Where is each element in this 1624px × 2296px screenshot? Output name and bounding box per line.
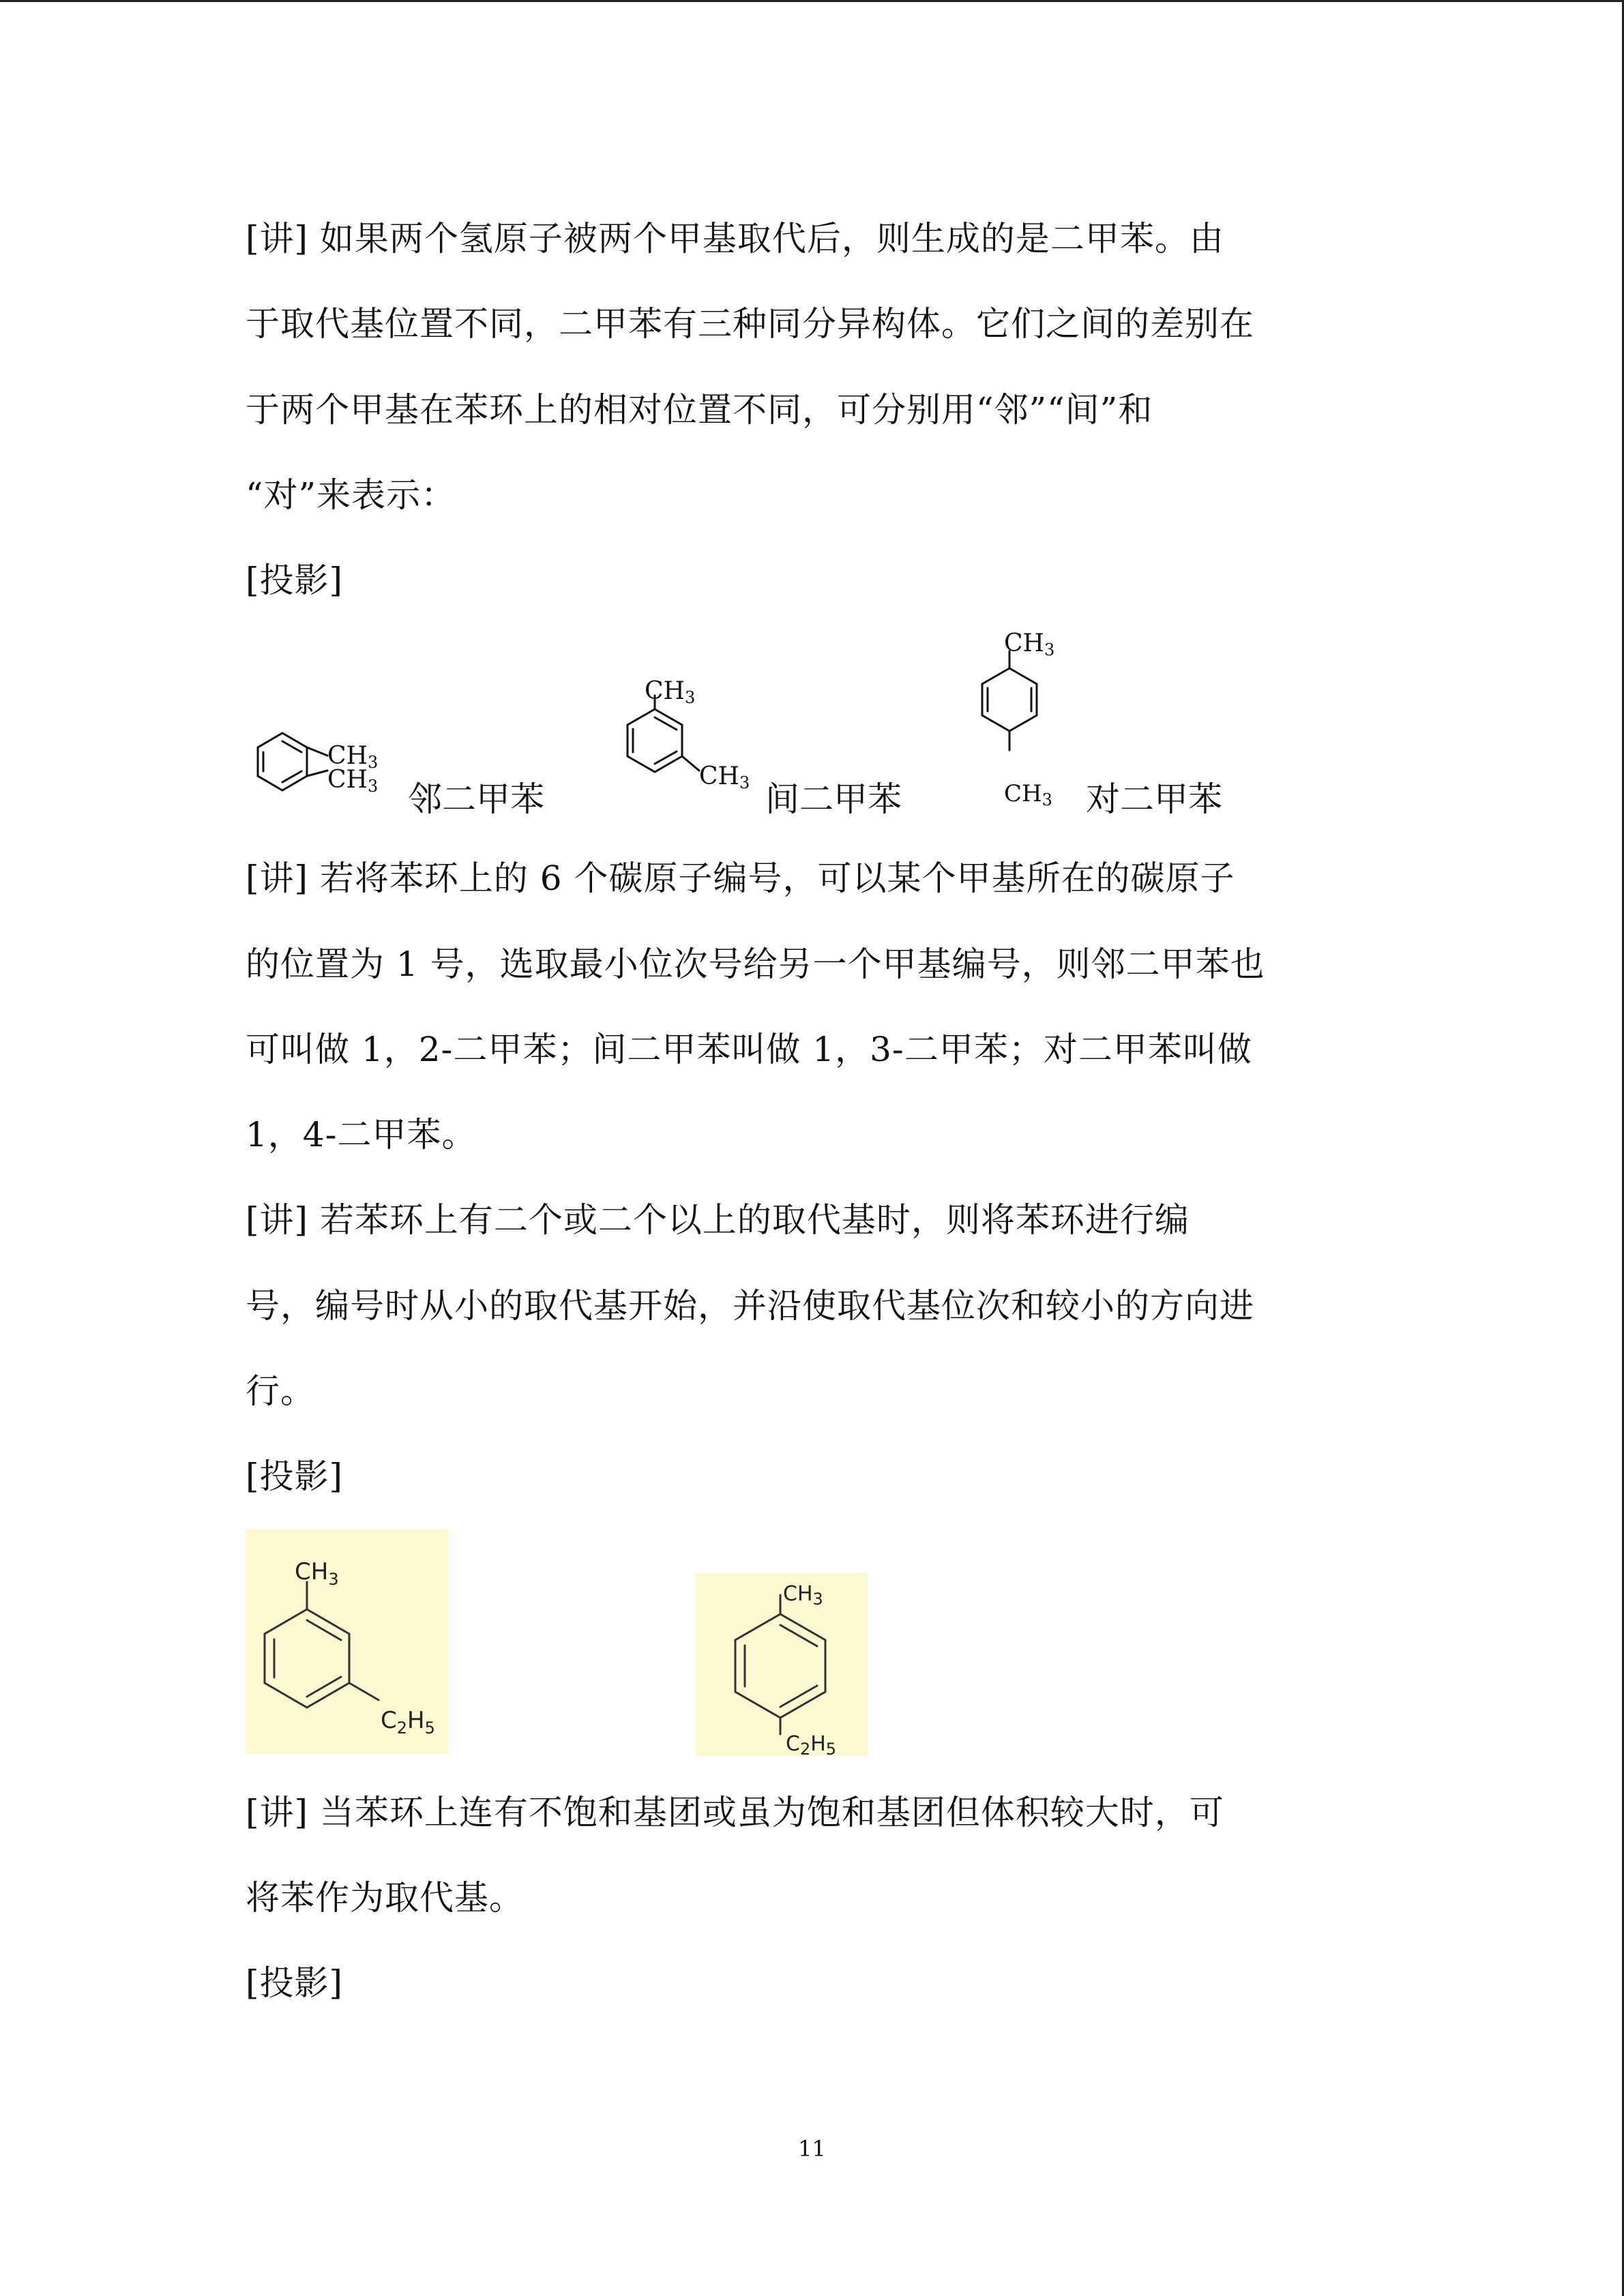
ethyl-toluene-para-structure — [696, 1573, 868, 1759]
meta-xylene-label: 间二甲苯 — [765, 779, 902, 819]
svg-text:C2H5: $C_2H_5$ — [786, 1732, 837, 1759]
ortho-xylene-label: 邻二甲苯 — [408, 779, 544, 819]
projection-label-3: [投影] — [246, 1963, 344, 2003]
para-xylene-structure — [969, 627, 1105, 809]
page-number: 11 — [798, 2136, 826, 2162]
ortho-ch3-b: CH — [327, 766, 368, 794]
meta-ch3-a: CH — [645, 677, 685, 705]
projection-label-1: [投影] — [246, 561, 344, 600]
svg-text:CH3: CH3 — [327, 742, 379, 772]
text-line-11: 行。 — [246, 1371, 315, 1411]
svg-text:CH3: $CH_3$ — [295, 1558, 339, 1589]
text-line-9: [讲] 若苯环上有二个或二个以上的取代基时，则将苯环进行编 — [246, 1200, 1190, 1240]
svg-text:CH3: CH3 — [645, 677, 696, 707]
svg-text:CH3: CH3 — [1004, 629, 1055, 659]
svg-text:CH3: CH3 — [1004, 780, 1052, 809]
text-line-1: [讲] 如果两个氢原子被两个甲基取代后，则生成的是二甲苯。由 — [246, 219, 1224, 258]
meta-ring-ch3: CH — [295, 1558, 329, 1585]
text-line-5: [讲] 若将苯环上的 6 个碳原子编号，可以某个甲基所在的碳原子 — [246, 859, 1235, 898]
svg-text:CH3: CH3 — [699, 762, 750, 792]
ortho-ch3-a: CH — [327, 742, 368, 770]
text-line-4: “对”来表示： — [246, 475, 456, 515]
ethyl-toluene-meta-structure — [246, 1529, 449, 1754]
para-xylene-label: 对二甲苯 — [1086, 779, 1222, 819]
text-line-13: 将苯作为取代基。 — [246, 1878, 524, 1918]
para-ch3-a: CH — [1004, 629, 1044, 657]
para-ring-c2h5: C — [786, 1732, 800, 1756]
ortho-xylene-structure — [246, 723, 396, 818]
text-line-12: [讲] 当苯环上连有不饱和基团或虽为饱和基团但体积较大时，可 — [246, 1793, 1224, 1832]
text-line-6: 的位置为 1 号，选取最小位次号给另一个甲基编号，则邻二甲苯也 — [246, 944, 1265, 984]
svg-text:C2H5: $C_2H_5$ — [381, 1707, 435, 1738]
text-line-3: 于两个甲基在苯环上的相对位置不同，可分别用“邻”“间”和 — [246, 390, 1153, 430]
meta-ring-c2h5: C — [381, 1707, 397, 1734]
projection-label-2: [投影] — [246, 1457, 344, 1496]
text-line-8: 1，4-二甲苯。 — [246, 1115, 477, 1154]
svg-text:CH3: $CH_3$ — [783, 1582, 823, 1609]
para-ring-ch3: CH — [783, 1582, 813, 1606]
para-ch3-b: CH — [1004, 780, 1042, 807]
meta-ch3-b: CH — [699, 762, 739, 790]
svg-text:CH3: CH3 — [327, 766, 379, 796]
text-line-10: 号，编号时从小的取代基开始，并沿使取代基位次和较小的方向进 — [246, 1286, 1254, 1326]
text-line-7: 可叫做 1，2-二甲苯；间二甲苯叫做 1，3-二甲苯；对二甲苯叫做 — [246, 1030, 1252, 1069]
page-top-border — [0, 0, 1624, 2]
meta-xylene-structure — [614, 675, 778, 818]
text-line-2: 于取代基位置不同，二甲苯有三种同分异构体。它们之间的差别在 — [246, 304, 1254, 344]
